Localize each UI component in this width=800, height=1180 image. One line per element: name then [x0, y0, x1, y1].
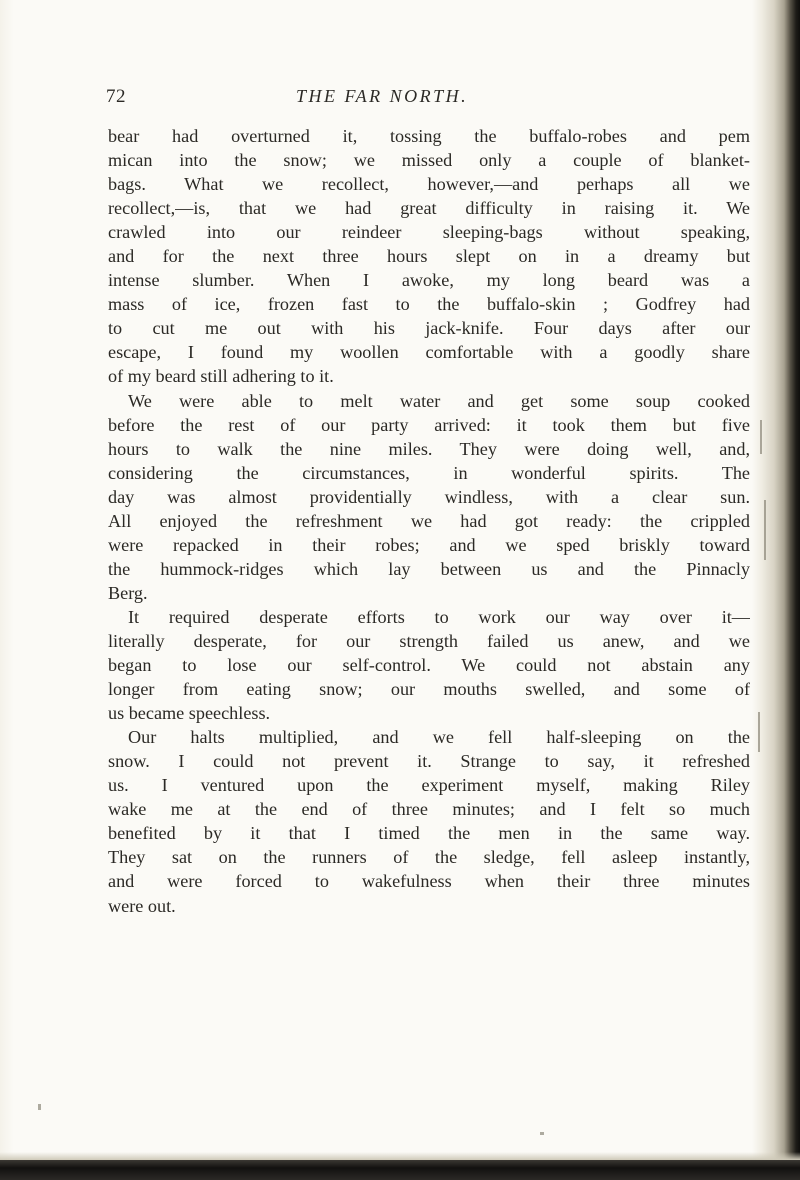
text-line: were out.	[108, 895, 176, 916]
text-line: to cut me out with his jack-knife. Four days after our	[108, 318, 750, 339]
text-line: of my beard still adhering to it.	[108, 366, 334, 387]
text-line: Our halts multiplied, and we fell half-sleeping on the	[128, 727, 750, 748]
body-text	[108, 124, 750, 918]
text-line: hours to walk the nine miles. They were doing well, and,	[108, 438, 750, 459]
text-line: crawled into our reindeer sleeping-bags without speaking,	[108, 222, 750, 243]
scan-speck	[760, 420, 762, 454]
text-line: day was almost providentially windless, with a clear sun.	[108, 486, 750, 507]
text-line: began to lose our self-control. We could not abstain any	[108, 655, 750, 676]
text-line: bear had overturned it, tossing the buffalo-robes and pem	[108, 126, 750, 146]
page-bottom-shading	[0, 1152, 800, 1160]
page-number: 72	[106, 86, 126, 107]
book-bottom-edge	[0, 1160, 800, 1180]
text-line: wake me at the end of three minutes; and I felt so much	[108, 799, 750, 820]
text-line: It required desperate efforts to work our way over it—	[128, 606, 750, 627]
scan-speck	[38, 1104, 41, 1110]
text-line: mass of ice, frozen fast to the buffalo-skin ; Godfrey had	[108, 294, 750, 315]
text-line: and for the next three hours slept on in a dreamy but	[108, 246, 750, 267]
text-line: snow. I could not prevent it. Strange to say, it refreshed	[108, 751, 750, 772]
text-line: intense slumber. When I awoke, my long beard was a	[108, 270, 750, 291]
text-line: before the rest of our party arrived: it took them but five	[108, 414, 750, 435]
book-spine-edge	[752, 0, 800, 1160]
paragraph	[108, 725, 750, 917]
text-line: literally desperate, for our strength failed us anew, and we	[108, 630, 750, 651]
text-line: longer from eating snow; our mouths swelled, and some of	[108, 679, 750, 700]
text-line: Berg.	[108, 582, 148, 603]
text-line: us became speechless.	[108, 703, 271, 724]
text-line: us. I ventured upon the experiment myself, making Riley	[108, 775, 750, 796]
paragraph	[108, 389, 750, 605]
text-line: considering the circumstances, in wonderful spirits. The	[108, 462, 750, 483]
running-title: THE FAR NORTH.	[296, 86, 469, 106]
text-line: All enjoyed the refreshment we had got ready: the crippled	[108, 510, 750, 531]
text-line: They sat on the runners of the sledge, fell asleep instantly,	[108, 847, 750, 868]
text-line: were repacked in their robes; and we sped briskly toward	[108, 534, 750, 555]
text-line: recollect,—is, that we had great difficulty in raising it. We	[108, 198, 750, 219]
scan-speck	[758, 712, 760, 752]
text-line: the hummock-ridges which lay between us and the Pinnacly	[108, 558, 750, 579]
text-line: We were able to melt water and get some soup cooked	[128, 390, 750, 411]
paragraph	[108, 605, 750, 725]
text-line: mican into the snow; we missed only a couple of blanket-	[108, 150, 750, 171]
text-line: and were forced to wakefulness when their three minutes	[108, 871, 750, 892]
text-line: escape, I found my woollen comfortable with a goodly share	[108, 342, 750, 363]
page-gutter-shadow	[0, 0, 14, 1160]
page-header	[0, 86, 800, 114]
scan-speck	[540, 1132, 544, 1135]
text-line: bags. What we recollect, however,—and perhaps all we	[108, 174, 750, 195]
paragraph	[108, 124, 750, 389]
scan-speck	[764, 500, 766, 560]
text-line: benefited by it that I timed the men in the same way.	[108, 823, 750, 844]
